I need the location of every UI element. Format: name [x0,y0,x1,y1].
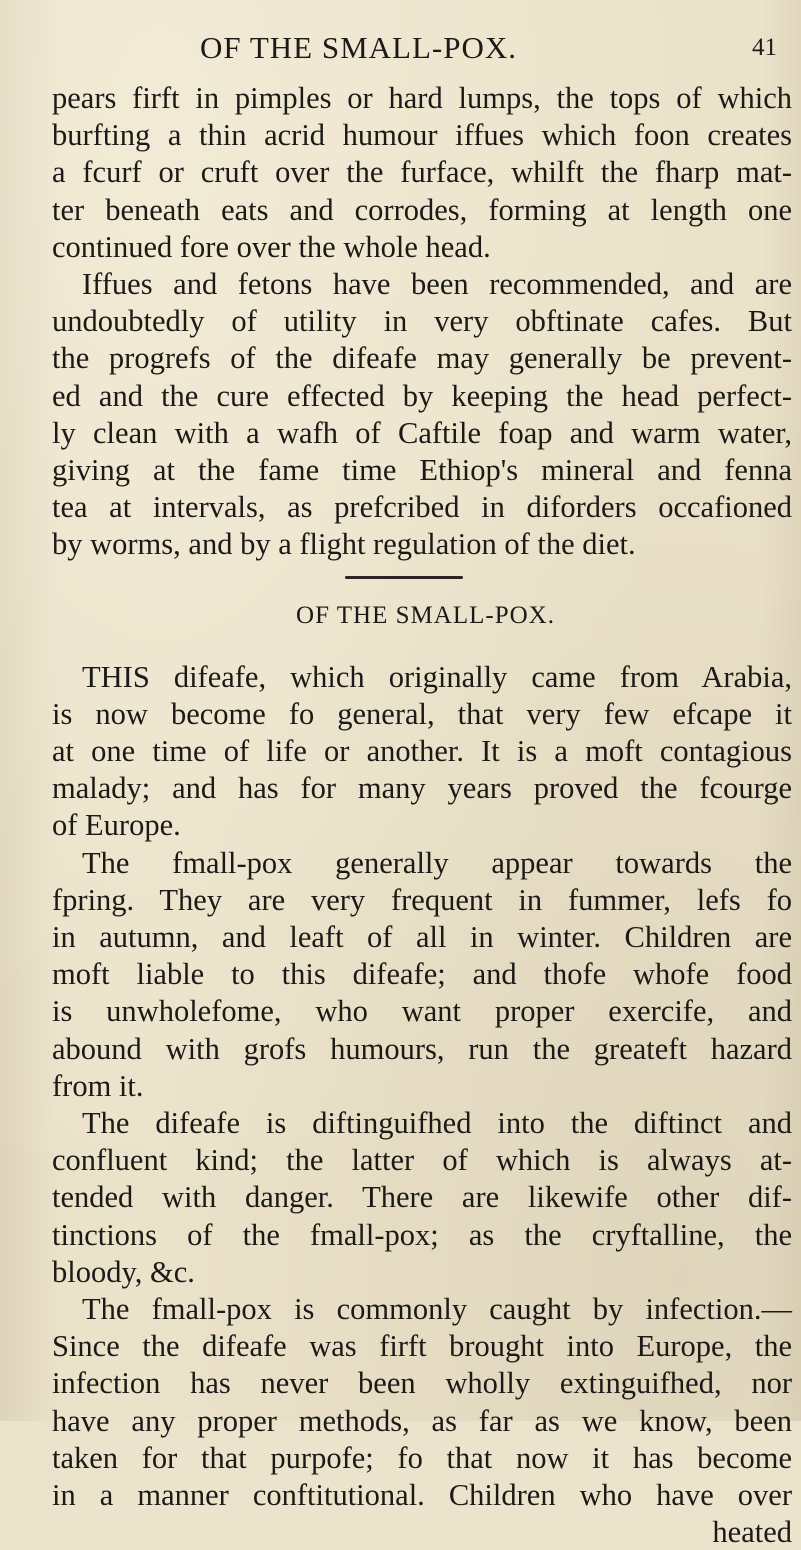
text-line: heated [712,1515,792,1550]
text-line: bloody, &c. [52,1254,195,1289]
text-line: at one time of life or another. It is a moft contagious [52,734,792,768]
text-line: ly clean with a wafh of Caftile foap and warm water, [52,415,792,450]
text-line: The fmall-pox generally appear towards the [82,845,792,880]
text-line: burfting a thin acrid humour iffues which foon creates [52,118,792,153]
text-line: The difeafe is diftinguifhed into the diftinct and [82,1106,792,1140]
text-line: in a manner conftitutional. Children who have over [52,1478,792,1512]
text-line: tinctions of the fmall-pox; as the cryftalline, the [52,1217,792,1252]
section-heading [0,602,801,630]
text-line: The fmall-pox is commonly caught by infection.— [82,1292,792,1326]
text-line: THIS difeafe, which originally came from Arabia, [82,659,792,694]
text-line: abound with grofs humours, run the greateft hazard [52,1031,792,1066]
page-number: 41 [752,34,777,61]
text-line: taken for that purpofe; fo that now it has become [52,1440,792,1475]
section-heading-text: OF THE SMALL-POX. [296,601,555,629]
text-line: from it. [52,1068,144,1103]
text-line: infection has never been wholly extinguifhed, nor [52,1366,792,1401]
text-line: is unwholefome, who want proper exercife, and [52,994,792,1029]
text-line: have any proper methods, as far as we know, been [52,1403,792,1438]
text-line: pears firft in pimples or hard lumps, the tops of which [52,81,792,115]
text-line: of Europe. [52,808,181,843]
section-divider-rule [345,576,463,579]
text-line: a fcurf or cruft over the furface, whilft the fharp mat- [52,155,792,190]
text-line: ed and the cure effected by keeping the head perfect- [52,378,792,413]
text-line: undoubtedly of utility in very obftinate cafes. But [52,304,792,339]
running-head [0,30,801,70]
text-line: by worms, and by a flight regulation of the diet. [52,527,636,562]
text-line: giving at the fame time Ethiop's mineral and fenna [52,453,792,487]
text-line: Iffues and fetons have been recommended, and are [82,267,792,301]
text-line: fpring. They are very frequent in fummer, lefs fo [52,882,792,917]
running-title: OF THE SMALL-POX. [200,30,517,65]
text-line: the progrefs of the difeafe may generally be prevent- [52,341,792,376]
text-line: in autumn, and leaft of all in winter. Children are [52,920,792,954]
text-line: is now become fo general, that very few efcape it [52,696,792,731]
text-line: tended with danger. There are likewife other dif- [52,1180,792,1215]
text-line: continued fore over the whole head. [52,229,491,264]
text-line: tea at intervals, as prefcribed in diforders occafioned [52,490,792,525]
text-line: confluent kind; the latter of which is always at- [52,1143,792,1178]
text-line: Since the difeafe was firft brought into Europe, the [52,1329,792,1364]
text-line: malady; and has for many years proved the fcourge [52,771,792,806]
text-line: ter beneath eats and corrodes, forming at length one [52,192,792,227]
text-line: moft liable to this difeafe; and thofe whofe food [52,957,792,992]
